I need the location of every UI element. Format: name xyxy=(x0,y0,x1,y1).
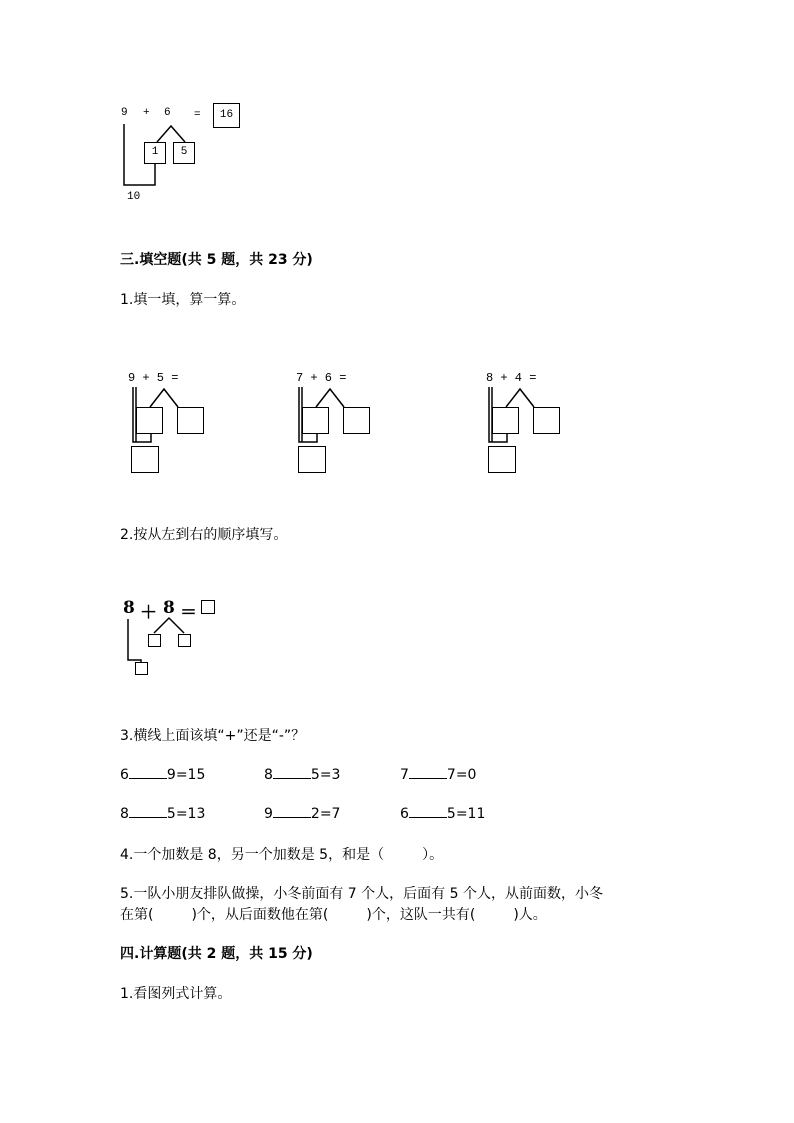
q3-label: 3.横线上面该填“+”还是“-”？ xyxy=(120,728,306,744)
example-plus: + xyxy=(143,107,150,119)
q3-item-4-right: 5=13 xyxy=(166,806,206,822)
q1-label: 1.填一填，算一算。 xyxy=(120,292,246,308)
example-addend-a: 9 xyxy=(121,107,128,119)
q4-text-after: ）。 xyxy=(422,847,444,863)
q4-text-before: 4.一个加数是 8，另一个加数是 5，和是（ xyxy=(120,847,385,863)
q1-eq-2: 7 + 6 = xyxy=(296,371,347,385)
example-equals: = xyxy=(194,109,201,121)
q3-item-5 xyxy=(264,805,340,822)
q1-eq-1: 9 + 5 = xyxy=(128,371,179,385)
section3-title: 三.填空题(共 5 题，共 23 分) xyxy=(120,252,313,268)
q3-item-4-blank[interactable] xyxy=(129,805,167,818)
q4-text xyxy=(120,844,443,864)
example-ten: 10 xyxy=(127,191,141,203)
example-addend-b: 6 xyxy=(164,107,171,119)
q2-part2-box[interactable] xyxy=(178,634,191,647)
q3-item-1 xyxy=(120,766,205,783)
q2-label: 2.按从左到右的顺序填写。 xyxy=(120,527,288,543)
q3-item-3-right: 7=0 xyxy=(446,767,477,783)
q3-item-4 xyxy=(120,805,205,822)
q3-item-1-left: 6 xyxy=(120,767,129,783)
q3-item-3-left: 7 xyxy=(400,767,409,783)
q5-part3: )个，这队一共有( xyxy=(366,907,476,923)
q1-d2-part2-box[interactable] xyxy=(343,407,370,434)
q3-item-5-left: 9 xyxy=(264,806,273,822)
q2-ten-box[interactable] xyxy=(135,662,148,675)
q2-result-box[interactable] xyxy=(201,600,215,614)
q1-d2-part1-box[interactable] xyxy=(302,407,329,434)
q3-item-2-left: 8 xyxy=(264,767,273,783)
q3-item-2-blank[interactable] xyxy=(273,766,311,779)
q1-d1-part1-box[interactable] xyxy=(136,407,163,434)
q5-line1: 5.一队小朋友排队做操，小冬前面有 7 个人，后面有 5 个人，从前面数，小冬 xyxy=(120,886,603,902)
q2-addend-a: 8 xyxy=(123,598,135,618)
q2-addend-b: 8 xyxy=(163,598,175,618)
q5-line2 xyxy=(120,904,547,924)
q3-item-6-right: 5=11 xyxy=(446,806,486,822)
example-result-box: 16 xyxy=(213,103,240,128)
q1-eq-3: 8 + 4 = xyxy=(486,371,537,385)
q3-item-6 xyxy=(400,805,485,822)
example-part1-box: 1 xyxy=(144,142,166,164)
q3-item-2-right: 5=3 xyxy=(310,767,341,783)
q5-part4: )人。 xyxy=(513,907,547,923)
q2-plus: ＋ xyxy=(140,603,157,623)
q2-equals: ＝ xyxy=(180,603,197,623)
q3-item-3-blank[interactable] xyxy=(409,766,447,779)
q5-part1: 在第( xyxy=(120,907,154,923)
section4-title: 四.计算题(共 2 题，共 15 分) xyxy=(120,946,313,962)
q3-item-6-left: 6 xyxy=(400,806,409,822)
q1-d3-part1-box[interactable] xyxy=(492,407,519,434)
q3-item-6-blank[interactable] xyxy=(409,805,447,818)
q3-item-3 xyxy=(400,766,476,783)
q1-d3-part2-box[interactable] xyxy=(533,407,560,434)
q3-item-1-blank[interactable] xyxy=(129,766,167,779)
section4-q1-label: 1.看图列式计算。 xyxy=(120,986,232,1002)
q3-item-1-right: 9=15 xyxy=(166,767,206,783)
q3-item-4-left: 8 xyxy=(120,806,129,822)
q1-d1-ten-box[interactable] xyxy=(131,446,159,473)
q1-d1-part2-box[interactable] xyxy=(177,407,204,434)
q2-part1-box[interactable] xyxy=(148,634,161,647)
q5-part2: )个，从后面数他在第( xyxy=(191,907,329,923)
q1-d3-ten-box[interactable] xyxy=(488,446,516,473)
q3-item-2 xyxy=(264,766,340,783)
q1-d2-ten-box[interactable] xyxy=(298,446,326,473)
q3-item-5-right: 2=7 xyxy=(310,806,341,822)
example-part2-box: 5 xyxy=(173,142,195,164)
q3-item-5-blank[interactable] xyxy=(273,805,311,818)
